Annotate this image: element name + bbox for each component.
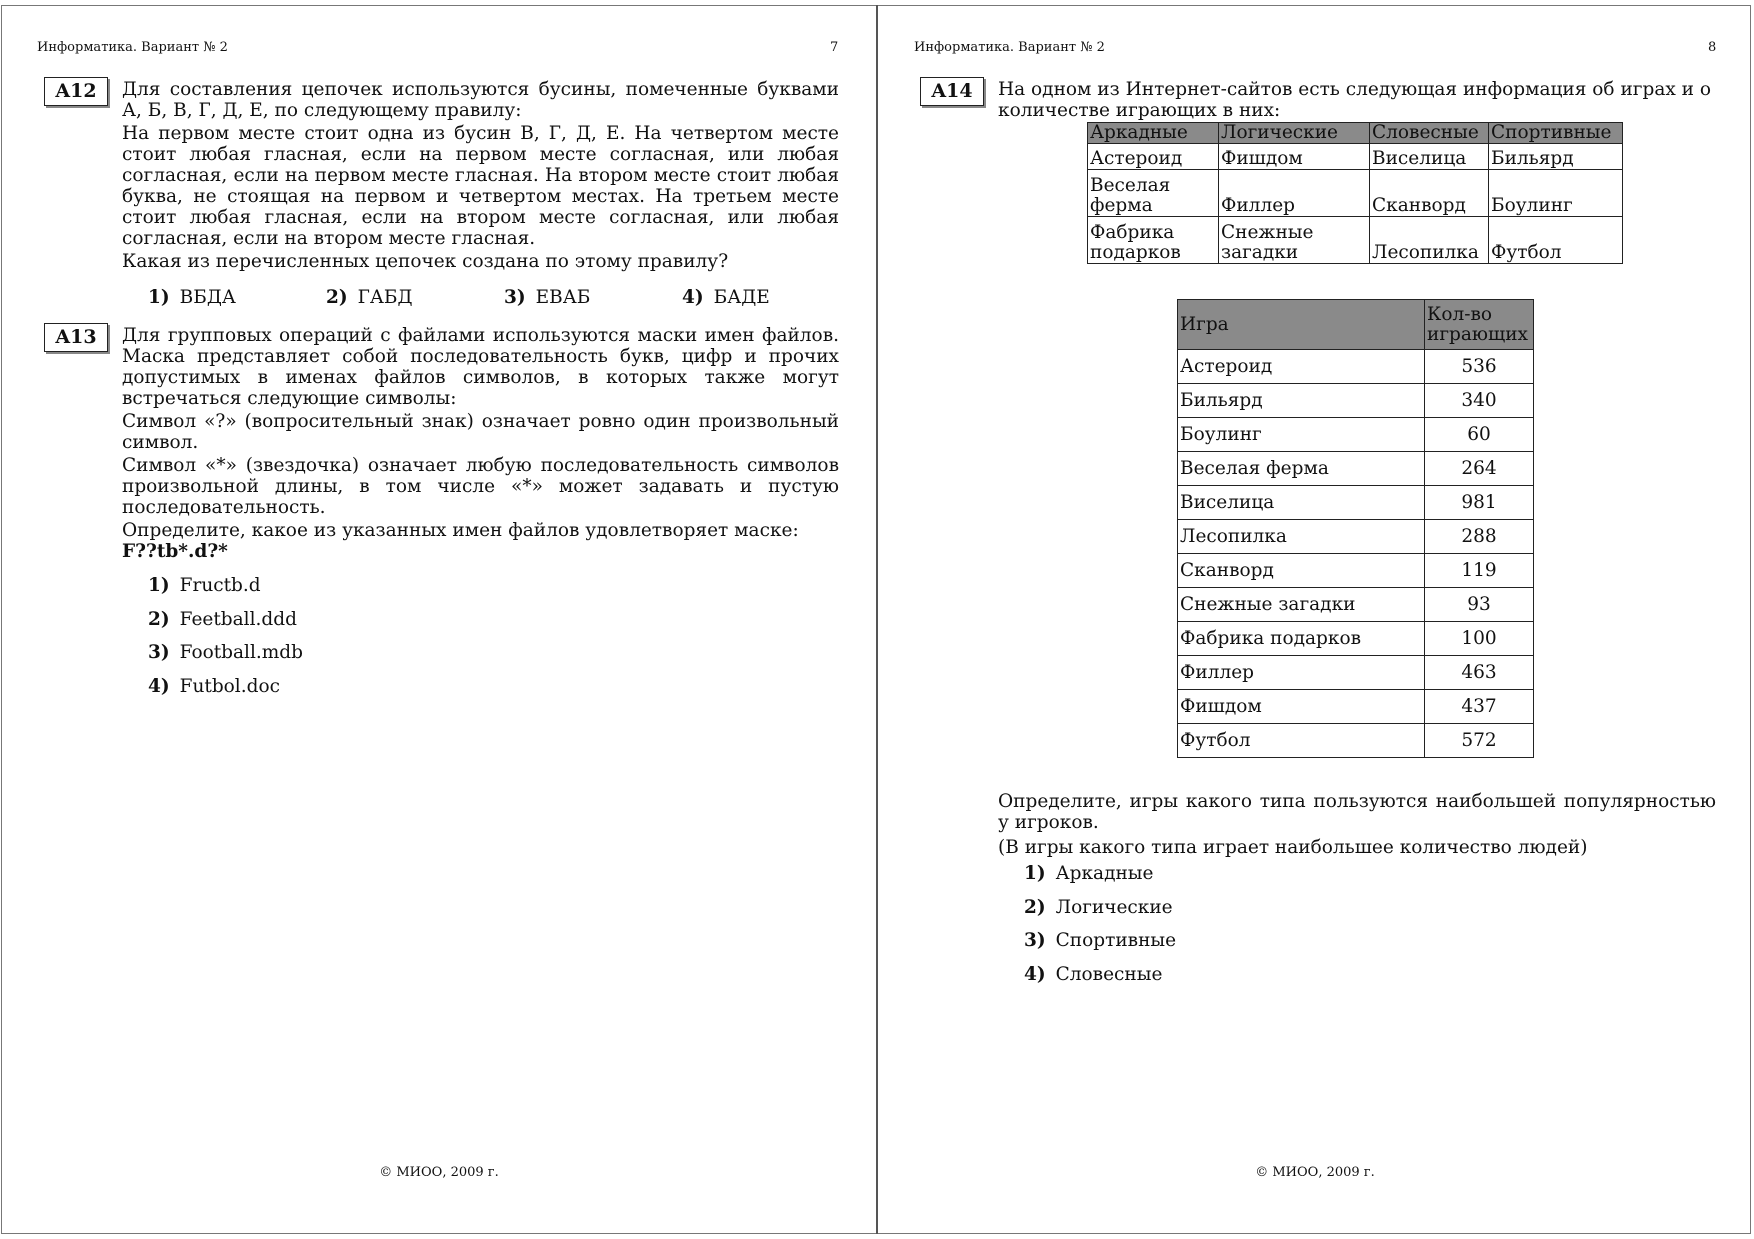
table-header-cell: Словесные (1370, 123, 1489, 144)
a14-question: Определите, игры какого типа пользуются наибольшей популярностью у игроков. (998, 791, 1716, 833)
player-count-cell: 437 (1425, 690, 1534, 724)
option-text: Futbol.doc (179, 676, 280, 697)
option-number: 3) (504, 287, 526, 308)
a13-option-4[interactable] (148, 676, 280, 697)
table-cell: Боулинг (1489, 170, 1623, 217)
table-header-cell: Кол-во играющих (1425, 300, 1534, 350)
table-header-cell: Спортивные (1489, 123, 1623, 144)
a13-paragraph-3: Символ «*» (звездочка) означает любую последовательность символов произвольной длины, в том числе «*» может задавать и пустую последовательность. (122, 455, 839, 518)
table-row (1088, 144, 1623, 170)
option-number: 1) (148, 287, 170, 308)
option-number: 1) (148, 575, 170, 596)
option-text: Fructb.d (179, 575, 261, 596)
question-label-a14: A14 (920, 77, 984, 106)
a12-question: Какая из перечисленных цепочек создана по этому правилу? (122, 251, 729, 272)
table-row (1178, 656, 1534, 690)
table-header-row (1178, 300, 1534, 350)
table-cell: Футбол (1489, 217, 1623, 264)
table-header-row (1088, 123, 1623, 144)
option-number: 2) (1024, 897, 1046, 918)
table-cell: Фишдом (1219, 144, 1370, 170)
game-name-cell: Лесопилка (1178, 520, 1425, 554)
game-name-cell: Фабрика подарков (1178, 622, 1425, 656)
game-name-cell: Футбол (1178, 724, 1425, 758)
a13-paragraph-2: Символ «?» (вопросительный знак) означает ровно один произвольный символ. (122, 411, 839, 453)
table-cell: Лесопилка (1370, 217, 1489, 264)
option-text: ЕВАБ (535, 287, 591, 308)
option-number: 4) (1024, 964, 1046, 985)
option-number: 4) (148, 676, 170, 697)
a12-option-1[interactable] (148, 287, 236, 308)
table-row (1178, 520, 1534, 554)
option-text: БАДЕ (713, 287, 770, 308)
right-page (878, 5, 1752, 1234)
left-page-header: Информатика. Вариант № 2 (37, 40, 228, 55)
game-name-cell: Бильярд (1178, 384, 1425, 418)
table-row (1178, 588, 1534, 622)
a13-mask: F??tb*.d?* (122, 541, 228, 562)
table-cell: Фабрика подарков (1088, 217, 1219, 264)
game-name-cell: Веселая ферма (1178, 452, 1425, 486)
table-cell: Астероид (1088, 144, 1219, 170)
player-count-cell: 119 (1425, 554, 1534, 588)
table-row (1178, 452, 1534, 486)
right-page-footer: © МИОО, 2009 г. (1255, 1165, 1375, 1180)
table-cell: Веселая ферма (1088, 170, 1219, 217)
option-text: Аркадные (1055, 863, 1154, 884)
option-number: 3) (148, 642, 170, 663)
player-count-cell: 572 (1425, 724, 1534, 758)
player-count-cell: 981 (1425, 486, 1534, 520)
table-row (1088, 170, 1623, 217)
table-row (1178, 384, 1534, 418)
left-page (2, 5, 876, 1234)
table-cell: Бильярд (1489, 144, 1623, 170)
table-header-cell: Игра (1178, 300, 1425, 350)
option-number: 4) (682, 287, 704, 308)
a12-intro: Для составления цепочек используются бусины, помеченные буквами А, Б, В, Г, Д, Е, по следующему правилу: (122, 79, 839, 121)
a14-option-3[interactable] (1024, 930, 1176, 951)
a14-option-1[interactable] (1024, 863, 1153, 884)
game-name-cell: Астероид (1178, 350, 1425, 384)
a12-body (122, 79, 839, 272)
player-count-cell: 340 (1425, 384, 1534, 418)
option-text: ВБДА (179, 287, 236, 308)
left-page-number: 7 (830, 40, 839, 55)
table-header-cell: Аркадные (1088, 123, 1219, 144)
option-text: Football.mdb (179, 642, 303, 663)
option-text: Спортивные (1055, 930, 1177, 951)
a12-rule: На первом месте стоит одна из бусин В, Г, Д, Е. На четвертом месте стоит любая гласная, если на первом месте согласная, или любая согласная, если на первом месте гласная. На втором месте стоит любая буква, не стоящая на первом и четвертом местах. На третьем месте стоит любая гласная, если на втором месте согласная, или любая согласная, если на втором месте гласная. (122, 123, 839, 249)
player-count-cell: 463 (1425, 656, 1534, 690)
option-text: Логические (1055, 897, 1173, 918)
question-label-a12: A12 (44, 77, 108, 106)
a13-option-1[interactable] (148, 575, 261, 596)
table-row (1178, 690, 1534, 724)
right-page-header: Информатика. Вариант № 2 (914, 40, 1105, 55)
option-number: 3) (1024, 930, 1046, 951)
option-number: 1) (1024, 863, 1046, 884)
a12-option-3[interactable] (504, 287, 590, 308)
game-name-cell: Сканворд (1178, 554, 1425, 588)
player-count-cell: 100 (1425, 622, 1534, 656)
option-number: 2) (326, 287, 348, 308)
a13-paragraph-4: Определите, какое из указанных имен файлов удовлетворяет маске: (122, 520, 799, 541)
table-cell: Филлер (1219, 170, 1370, 217)
table-cell: Снежные загадки (1219, 217, 1370, 264)
a14-option-4[interactable] (1024, 964, 1162, 985)
game-name-cell: Филлер (1178, 656, 1425, 690)
a14-option-2[interactable] (1024, 897, 1173, 918)
player-count-cell: 264 (1425, 452, 1534, 486)
a13-paragraph-1: Для групповых операций с файлами используются маски имен файлов. Маска представляет собой последовательность букв, цифр и прочих допустимых в именах файлов символов, в которых также могут встречаться следующие символы: (122, 325, 839, 409)
option-number: 2) (148, 609, 170, 630)
option-text: ГАБД (357, 287, 413, 308)
table-cell: Сканворд (1370, 170, 1489, 217)
game-name-cell: Снежные загадки (1178, 588, 1425, 622)
a12-option-4[interactable] (682, 287, 770, 308)
question-label-a13: A13 (44, 323, 108, 352)
table-row (1178, 418, 1534, 452)
a13-option-3[interactable] (148, 642, 303, 663)
a13-option-2[interactable] (148, 609, 297, 630)
right-page-number: 8 (1708, 40, 1717, 55)
player-count-cell: 60 (1425, 418, 1534, 452)
table-row (1178, 554, 1534, 588)
a14-intro: На одном из Интернет-сайтов есть следующая информация об играх и о количестве играющих в них: (998, 79, 1712, 121)
category-table (1087, 122, 1623, 264)
table-cell: Виселица (1370, 144, 1489, 170)
table-row (1178, 622, 1534, 656)
player-count-cell: 536 (1425, 350, 1534, 384)
table-header-cell: Логические (1219, 123, 1370, 144)
player-count-cell: 93 (1425, 588, 1534, 622)
game-name-cell: Боулинг (1178, 418, 1425, 452)
game-name-cell: Виселица (1178, 486, 1425, 520)
left-page-footer: © МИОО, 2009 г. (379, 1165, 499, 1180)
option-text: Feetball.ddd (179, 609, 297, 630)
a14-hint: (В игры какого типа играет наибольшее количество людей) (998, 837, 1588, 858)
table-row (1178, 486, 1534, 520)
a12-option-2[interactable] (326, 287, 413, 308)
option-text: Словесные (1055, 964, 1163, 985)
players-table (1177, 299, 1534, 758)
a13-body (122, 325, 839, 562)
table-row (1178, 724, 1534, 758)
table-row (1088, 217, 1623, 264)
game-name-cell: Фишдом (1178, 690, 1425, 724)
player-count-cell: 288 (1425, 520, 1534, 554)
table-row (1178, 350, 1534, 384)
